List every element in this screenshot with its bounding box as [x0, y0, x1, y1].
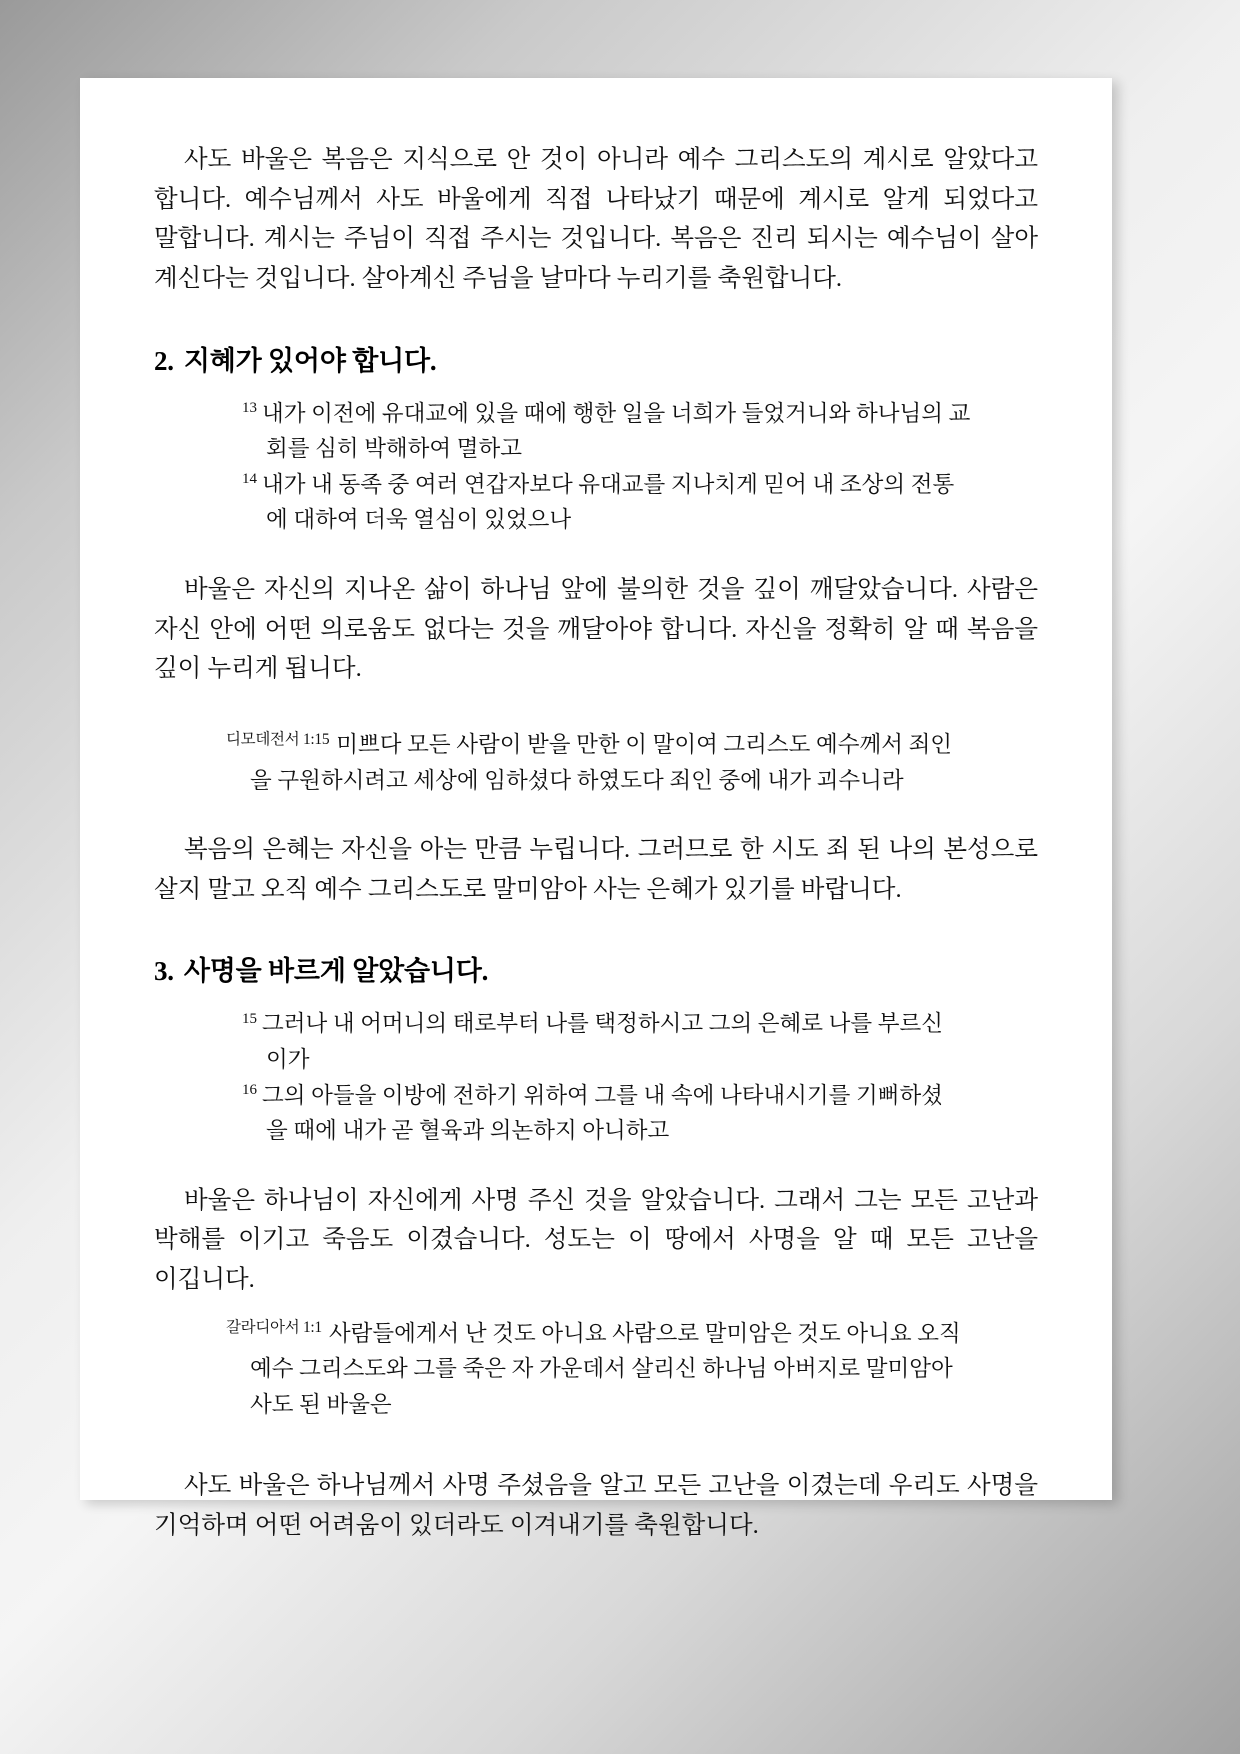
reference-line [226, 763, 1008, 799]
section-heading-2 [154, 339, 1038, 378]
spacer [154, 798, 1038, 830]
spacer [154, 689, 1038, 721]
verse-number: 15 [242, 1010, 257, 1027]
verse-text: 내가 이전에 유대교에 있을 때에 행한 일을 너희가 들었거니와 하나님의 교 [262, 400, 971, 426]
commentary-paragraph-2: 바울은 자신의 지나온 삶이 하나님 앞에 불의한 것을 깊이 깨달았습니다. 사람은 자신 안에 어떤 의로움도 없다는 것을 깨달아야 합니다. 자신을 정확히 알 때 복음을 깊이 누리게 됩니다. [154, 575, 1038, 683]
reference-text: 예수 그리스도와 그를 죽은 자 가운데서 살리신 하나님 아버지로 말미암아 [250, 1356, 953, 1382]
section-number-3: 3. [154, 956, 174, 987]
verse-text: 회를 심히 박해하여 멸하고 [266, 436, 522, 462]
reference-label: 갈라디아서 1:1 [226, 1319, 322, 1337]
reference-quote-block-3 [154, 1316, 1038, 1423]
scripture-block-2 [154, 396, 1038, 538]
document-body [154, 140, 1038, 1546]
scripture-block-3 [154, 1006, 1038, 1148]
intro-paragraph: 사도 바울은 복음은 지식으로 안 것이 아니라 예수 그리스도의 계시로 알았다고 합니다. 예수님께서 사도 바울에게 직접 나타났기 때문에 계시로 알게 되었다고 말합니다. 계시는 주님이 직접 주시는 것입니다. 복음은 진리 되시는 예수님이 살아 계신다는 것입니다. 살아계신 주님을 날마다 누리기를 축원합니다. [154, 146, 1038, 293]
verse-text: 이가 [266, 1047, 310, 1073]
reference-line [226, 1316, 1008, 1352]
spacer [154, 538, 1038, 570]
section-number-2: 2. [154, 345, 174, 376]
verse-text: 을 때에 내가 곧 혈육과 의논하지 아니하고 [266, 1118, 670, 1144]
reference-label: 디모데전서 1:15 [226, 730, 330, 748]
reference-text: 사람들에게서 난 것도 아니요 사람으로 말미암은 것도 아니요 오직 [328, 1320, 961, 1346]
scripture-line [242, 1042, 1008, 1078]
scripture-line [242, 1078, 1008, 1114]
section-title-3: 사명을 바르게 알았습니다. [183, 956, 489, 987]
section-title-2: 지혜가 있어야 합니다. [183, 345, 437, 376]
reference-line [226, 727, 1008, 763]
reference-line [226, 1351, 1008, 1387]
document-page [80, 78, 1112, 1540]
spacer [154, 1422, 1038, 1466]
verse-text: 그러나 내 어머니의 태로부터 나를 택정하시고 그의 은혜로 나를 부르신 [262, 1011, 943, 1037]
reference-text: 미쁘다 모든 사람이 받을 만한 이 말이여 그리스도 예수께서 죄인 [336, 732, 953, 757]
commentary-paragraph-3: 바울은 하나님이 자신에게 사명 주신 것을 알았습니다. 그래서 그는 모든 고난과 박해를 이기고 죽음도 이겼습니다. 성도는 이 땅에서 사명을 알 때 모든 고난을 이깁니다. [154, 1186, 1038, 1294]
verse-text: 그의 아들을 이방에 전하기 위하여 그를 내 속에 나타내시기를 기뻐하셨 [262, 1082, 943, 1108]
scripture-line [242, 467, 1008, 503]
reference-line [226, 1387, 1008, 1423]
verse-number: 14 [242, 471, 257, 488]
scripture-line [242, 431, 1008, 467]
verse-text: 에 대하여 더욱 열심이 있었으나 [266, 507, 572, 533]
scripture-line [242, 1113, 1008, 1149]
verse-text: 내가 내 동족 중 여러 연갑자보다 유대교를 지나치게 믿어 내 조상의 전통 [262, 471, 955, 497]
reference-text: 사도 된 바울은 [250, 1391, 392, 1417]
verse-number: 16 [242, 1082, 257, 1099]
scripture-line [242, 502, 1008, 538]
closing-paragraph-2: 복음의 은혜는 자신을 아는 만큼 누립니다. 그러므로 한 시도 죄 된 나의 본성으로 살지 말고 오직 예수 그리스도로 말미암아 사는 은혜가 있기를 바랍니다. [154, 836, 1038, 903]
reference-quote-block-2 [154, 727, 1038, 798]
reference-text: 을 구원하시려고 세상에 임하셨다 하였도다 죄인 중에 내가 괴수니라 [250, 767, 904, 793]
scripture-line [242, 396, 1008, 432]
spacer [154, 1300, 1038, 1310]
verse-number: 13 [242, 400, 257, 417]
spacer [154, 1149, 1038, 1181]
section-heading-3 [154, 949, 1038, 988]
scripture-line [242, 1006, 1008, 1042]
closing-paragraph-3: 사도 바울은 하나님께서 사명 주셨음을 알고 모든 고난을 이겼는데 우리도 사명을 기억하며 어떤 어려움이 있더라도 이겨내기를 축원합니다. [154, 1472, 1038, 1540]
